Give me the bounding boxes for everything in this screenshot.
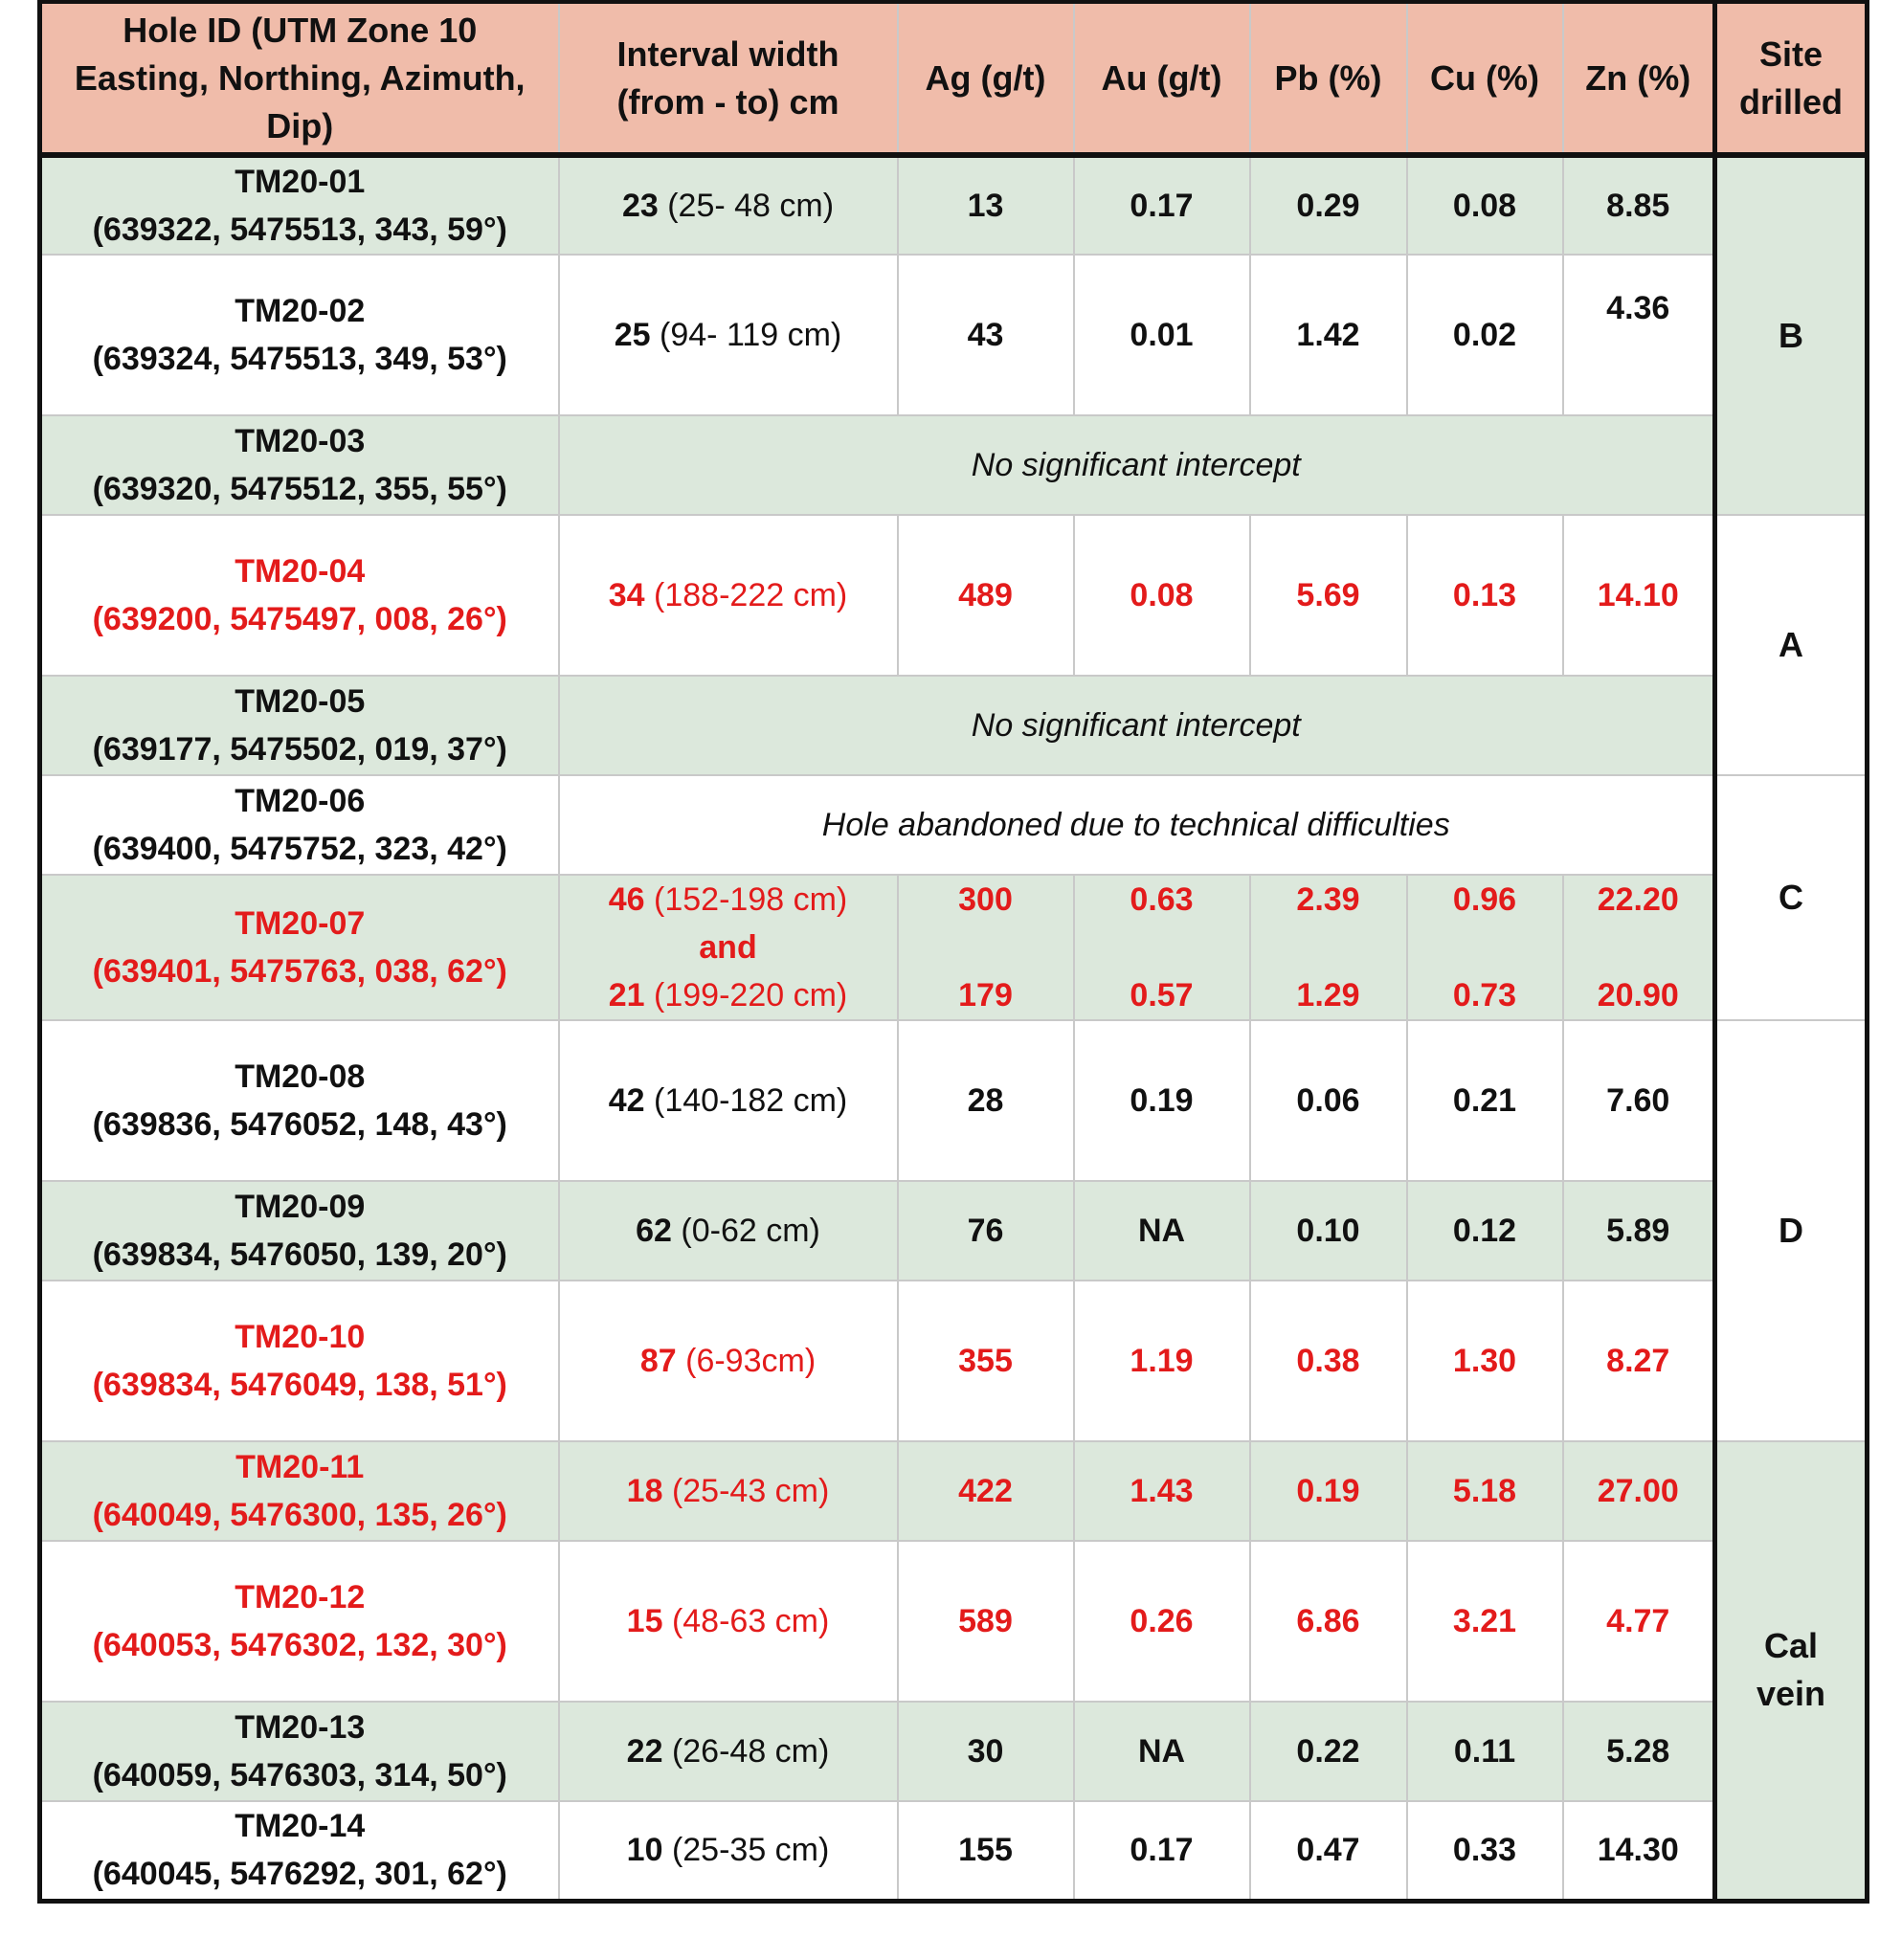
site-a: A	[1715, 515, 1868, 775]
header-ag: Ag (g/t)	[898, 2, 1074, 155]
ag-value: 13	[898, 155, 1074, 255]
interval-width: 10	[626, 1832, 663, 1869]
interval-cell	[559, 1441, 898, 1541]
ag-value-2: 179	[958, 977, 1013, 1013]
hole-coords: (639200, 5475497, 008, 26°)	[92, 601, 507, 637]
interval-range: (152-198 cm)	[654, 881, 848, 918]
hole-coords: (639834, 5476050, 139, 20°)	[92, 1236, 507, 1273]
interval-range: (0-62 cm)	[681, 1213, 820, 1249]
pb-value	[1250, 875, 1407, 1020]
site-cal-vein	[1715, 1441, 1868, 1901]
cu-value: 0.21	[1407, 1020, 1563, 1181]
zn-value-1: 22.20	[1597, 881, 1679, 918]
interval-range: (48-63 cm)	[671, 1603, 830, 1639]
cu-value: 5.18	[1407, 1441, 1563, 1541]
interval-width: 87	[639, 1343, 677, 1379]
au-value: 0.17	[1074, 155, 1250, 255]
hole-id: TM20-10	[235, 1319, 366, 1355]
interval-cell	[559, 1702, 898, 1801]
header-hole-id: Hole ID (UTM Zone 10 Easting, Northing, Azimuth, Dip)	[40, 2, 559, 155]
zn-value: 14.30	[1563, 1801, 1715, 1901]
interval-range-2: (199-220 cm)	[654, 977, 848, 1013]
interval-range: (25-43 cm)	[671, 1473, 830, 1509]
hole-id: TM20-11	[235, 1449, 365, 1485]
pb-value: 5.69	[1250, 515, 1407, 676]
cu-value: 0.02	[1407, 255, 1563, 415]
zn-value-2: 20.90	[1597, 977, 1679, 1013]
header-interval: Interval width (from - to) cm	[559, 2, 898, 155]
interval-cell	[559, 255, 898, 415]
pb-value: 0.29	[1250, 155, 1407, 255]
hole-id: TM20-08	[235, 1058, 366, 1095]
au-value: NA	[1074, 1702, 1250, 1801]
interval-range: (25-35 cm)	[671, 1832, 830, 1869]
table-row	[40, 775, 1868, 875]
interval-cell	[559, 1181, 898, 1281]
cu-value: 3.21	[1407, 1541, 1563, 1702]
hole-cell	[40, 775, 559, 875]
hole-coords: (639400, 5475752, 323, 42°)	[92, 831, 507, 867]
table-row	[40, 1281, 1868, 1441]
ag-value: 28	[898, 1020, 1074, 1181]
zn-value: 14.10	[1563, 515, 1715, 676]
header-au: Au (g/t)	[1074, 2, 1250, 155]
interval-and: and	[699, 929, 757, 966]
interval-cell	[559, 155, 898, 255]
hole-cell	[40, 1281, 559, 1441]
interval-width: 42	[608, 1082, 645, 1119]
interval-cell	[559, 1020, 898, 1181]
hole-coords: (639322, 5475513, 343, 59°)	[92, 212, 507, 248]
interval-range: (6-93cm)	[685, 1343, 817, 1379]
interval-cell	[559, 515, 898, 676]
pb-value: 0.06	[1250, 1020, 1407, 1181]
au-value-2: 0.57	[1130, 977, 1194, 1013]
hole-id: TM20-02	[235, 293, 366, 329]
pb-value: 0.19	[1250, 1441, 1407, 1541]
hole-coords: (639401, 5475763, 038, 62°)	[92, 953, 507, 990]
interval-width: 25	[614, 317, 651, 353]
table-row	[40, 676, 1868, 775]
cu-value: 0.08	[1407, 155, 1563, 255]
ag-value: 43	[898, 255, 1074, 415]
zn-value: 5.89	[1563, 1181, 1715, 1281]
au-value-1: 0.63	[1130, 881, 1194, 918]
site-b: B	[1715, 155, 1868, 515]
interval-width: 62	[636, 1213, 672, 1249]
au-value: NA	[1074, 1181, 1250, 1281]
interval-range: (26-48 cm)	[671, 1733, 830, 1770]
cu-value: 0.33	[1407, 1801, 1563, 1901]
table-row	[40, 1541, 1868, 1702]
interval-width: 23	[621, 188, 659, 224]
interval-width: 22	[626, 1733, 663, 1770]
header-site: Site drilled	[1715, 2, 1868, 155]
table-row	[40, 1441, 1868, 1541]
hole-id: TM20-14	[235, 1808, 366, 1845]
interval-cell	[559, 1541, 898, 1702]
zn-value	[1563, 875, 1715, 1020]
header-zn: Zn (%)	[1563, 2, 1715, 155]
interval-width: 46	[608, 881, 645, 918]
ag-value-1: 300	[958, 881, 1013, 918]
interval-cell	[559, 1281, 898, 1441]
au-value: 1.43	[1074, 1441, 1250, 1541]
hole-coords: (640053, 5476302, 132, 30°)	[92, 1627, 507, 1663]
table-row	[40, 1801, 1868, 1901]
hole-cell	[40, 875, 559, 1020]
hole-coords: (640049, 5476300, 135, 26°)	[92, 1497, 507, 1533]
hole-id: TM20-13	[235, 1709, 366, 1746]
hole-id: TM20-07	[235, 905, 366, 942]
pb-value: 0.22	[1250, 1702, 1407, 1801]
pb-value: 0.38	[1250, 1281, 1407, 1441]
hole-cell	[40, 155, 559, 255]
interval-cell	[559, 1801, 898, 1901]
cu-value: 0.13	[1407, 515, 1563, 676]
table-row	[40, 875, 1868, 1020]
zn-value: 8.27	[1563, 1281, 1715, 1441]
header-pb: Pb (%)	[1250, 2, 1407, 155]
table-row	[40, 155, 1868, 255]
interval-range: (94- 119 cm)	[660, 317, 842, 353]
au-value: 0.01	[1074, 255, 1250, 415]
pb-value-2: 1.29	[1296, 977, 1360, 1013]
ag-value: 355	[898, 1281, 1074, 1441]
pb-value: 6.86	[1250, 1541, 1407, 1702]
table-row	[40, 255, 1868, 415]
zn-value: 27.00	[1563, 1441, 1715, 1541]
pb-value: 0.47	[1250, 1801, 1407, 1901]
pb-value: 0.10	[1250, 1181, 1407, 1281]
hole-cell	[40, 676, 559, 775]
hole-cell	[40, 1702, 559, 1801]
drill-results-table	[37, 0, 1869, 1904]
zn-value: 5.28	[1563, 1702, 1715, 1801]
ag-value: 589	[898, 1541, 1074, 1702]
site-cal-vein-label: Cal vein	[1756, 1626, 1826, 1714]
zn-value: 4.36	[1563, 255, 1715, 415]
hole-cell	[40, 1020, 559, 1181]
au-value: 0.19	[1074, 1020, 1250, 1181]
cu-value: 1.30	[1407, 1281, 1563, 1441]
hole-coords: (639324, 5475513, 349, 53°)	[92, 341, 507, 377]
au-value: 0.17	[1074, 1801, 1250, 1901]
cu-value-2: 0.73	[1452, 977, 1517, 1013]
abandoned-note: Hole abandoned due to technical difficulties	[559, 775, 1715, 875]
hole-id: TM20-01	[235, 164, 366, 200]
hole-cell	[40, 1441, 559, 1541]
cu-value: 0.11	[1407, 1702, 1563, 1801]
hole-id: TM20-12	[235, 1579, 366, 1615]
hole-coords: (639834, 5476049, 138, 51°)	[92, 1367, 507, 1403]
table-row	[40, 1181, 1868, 1281]
interval-width: 34	[608, 577, 645, 613]
ag-value: 30	[898, 1702, 1074, 1801]
interval-width: 15	[626, 1603, 663, 1639]
hole-cell	[40, 1801, 559, 1901]
zn-value: 7.60	[1563, 1020, 1715, 1181]
interval-cell	[559, 875, 898, 1020]
hole-cell	[40, 1541, 559, 1702]
au-value: 0.26	[1074, 1541, 1250, 1702]
no-intercept-note: No significant intercept	[559, 415, 1715, 515]
table-row	[40, 515, 1868, 676]
au-value	[1074, 875, 1250, 1020]
hole-coords: (639177, 5475502, 019, 37°)	[92, 731, 507, 768]
pb-value-1: 2.39	[1296, 881, 1360, 918]
cu-value-1: 0.96	[1452, 881, 1517, 918]
zn-value: 8.85	[1563, 155, 1715, 255]
interval-range: (25- 48 cm)	[667, 188, 835, 224]
hole-coords: (639836, 5476052, 148, 43°)	[92, 1106, 507, 1143]
hole-id: TM20-06	[235, 783, 366, 819]
interval-width-2: 21	[608, 977, 645, 1013]
cu-value: 0.12	[1407, 1181, 1563, 1281]
ag-value: 76	[898, 1181, 1074, 1281]
au-value: 1.19	[1074, 1281, 1250, 1441]
hole-id: TM20-05	[235, 683, 366, 720]
ag-value: 155	[898, 1801, 1074, 1901]
interval-range: (188-222 cm)	[654, 577, 848, 613]
hole-id: TM20-09	[235, 1189, 366, 1225]
table-row	[40, 1702, 1868, 1801]
table-row	[40, 1020, 1868, 1181]
ag-value: 422	[898, 1441, 1074, 1541]
hole-cell	[40, 1181, 559, 1281]
site-d: D	[1715, 1020, 1868, 1441]
zn-value: 4.77	[1563, 1541, 1715, 1702]
site-c: C	[1715, 775, 1868, 1020]
table-row	[40, 415, 1868, 515]
cu-value	[1407, 875, 1563, 1020]
hole-coords: (639320, 5475512, 355, 55°)	[92, 471, 507, 507]
pb-value: 1.42	[1250, 255, 1407, 415]
hole-id: TM20-03	[235, 423, 366, 459]
no-intercept-note: No significant intercept	[559, 676, 1715, 775]
au-value: 0.08	[1074, 515, 1250, 676]
hole-coords: (640045, 5476292, 301, 62°)	[92, 1856, 507, 1893]
hole-coords: (640059, 5476303, 314, 50°)	[92, 1757, 507, 1793]
header-cu: Cu (%)	[1407, 2, 1563, 155]
header-row	[40, 2, 1868, 155]
hole-cell	[40, 255, 559, 415]
hole-cell	[40, 515, 559, 676]
ag-value	[898, 875, 1074, 1020]
interval-range: (140-182 cm)	[654, 1082, 848, 1119]
hole-cell	[40, 415, 559, 515]
interval-width: 18	[626, 1473, 663, 1509]
hole-id: TM20-04	[235, 553, 366, 590]
ag-value: 489	[898, 515, 1074, 676]
